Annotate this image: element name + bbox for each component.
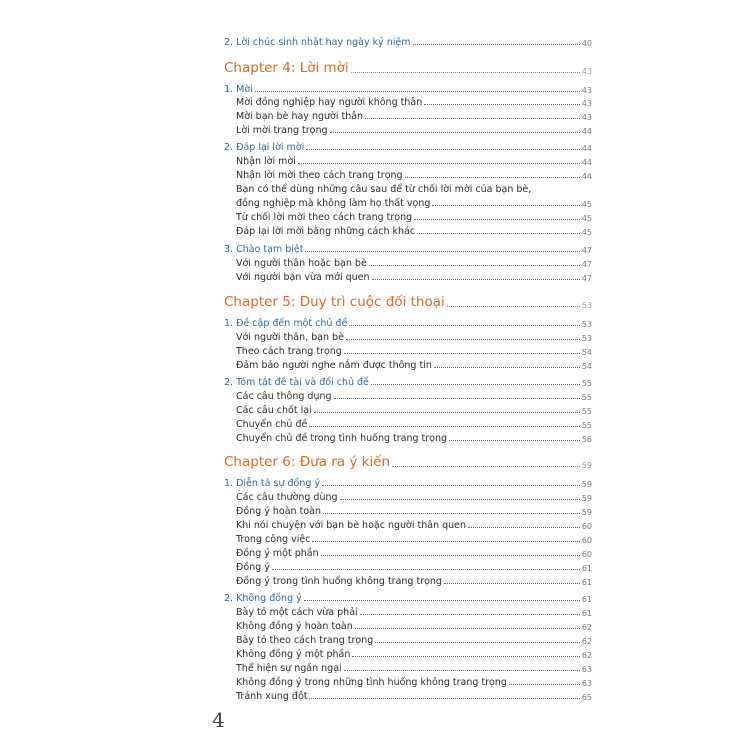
toc-item[interactable] <box>236 346 592 357</box>
entry-page: 61 <box>581 578 592 587</box>
toc-item[interactable] <box>236 562 592 573</box>
entry-label: Khi nói chuyện với bạn bè hoặc người thân quen <box>236 520 467 531</box>
dot-leader <box>371 384 580 385</box>
dot-leader <box>314 412 580 413</box>
toc-item[interactable] <box>236 520 592 531</box>
toc-item[interactable] <box>236 548 592 559</box>
entry-label: Nhận lời mời theo cách trang trọng <box>236 170 403 181</box>
toc-item[interactable] <box>236 677 592 688</box>
entry-page: 44 <box>581 144 592 153</box>
dot-leader <box>444 583 580 584</box>
entry-label: 1. Đề cập đến một chủ đề <box>224 318 348 329</box>
toc-item[interactable] <box>236 621 592 632</box>
entry-page: 59 <box>581 508 592 517</box>
entry-page: 40 <box>581 39 592 48</box>
entry-label: Không đồng ý hoàn toàn <box>236 621 353 632</box>
entry-page: 56 <box>581 435 592 444</box>
chapter-page: 43 <box>581 67 592 76</box>
entry-label: Theo cách trang trọng <box>236 346 342 357</box>
entry-label: Từ chối lời mời theo cách trang trọng <box>236 212 413 223</box>
dot-leader <box>434 367 580 368</box>
dot-leader <box>417 233 580 234</box>
dot-leader <box>344 353 580 354</box>
dot-leader <box>365 118 580 119</box>
toc-item[interactable] <box>236 433 592 444</box>
dot-leader <box>372 279 580 280</box>
chapter-title: Chapter 5: Duy trì cuộc đối thoại <box>224 294 445 310</box>
entry-label: Các câu thông dụng <box>236 391 332 402</box>
entry-label: Nhận lời mời <box>236 156 296 167</box>
dot-leader <box>355 628 580 629</box>
dot-leader <box>322 485 580 486</box>
dot-leader <box>413 44 580 45</box>
entry-label: Đồng ý trong tình huống không trang trọng <box>236 576 442 587</box>
entry-label: Đồng ý một phần <box>236 548 319 559</box>
dot-leader <box>352 656 579 657</box>
entry-page: 63 <box>581 679 592 688</box>
entry-page: 43 <box>581 86 592 95</box>
entry-page: 47 <box>581 274 592 283</box>
toc-item[interactable] <box>236 198 592 209</box>
toc-item[interactable] <box>236 125 592 136</box>
entry-page: 63 <box>581 665 592 674</box>
entry-label: Thể hiện sự ngần ngại <box>236 663 342 674</box>
entry-page: 62 <box>581 637 592 646</box>
entry-label: Không đồng ý trong những tình huống không trang trọng <box>236 677 507 688</box>
dot-leader <box>405 177 580 178</box>
entry-label: Với người bạn vừa mới quen <box>236 272 370 283</box>
toc-section-entry[interactable] <box>224 84 592 95</box>
toc-section-entry[interactable] <box>224 318 592 329</box>
entry-label: Đồng ý <box>236 562 270 573</box>
dot-leader <box>255 91 580 92</box>
dot-leader <box>424 104 580 105</box>
toc-item-first-line[interactable]: Bạn có thể dùng những câu sau để từ chối lời mời của bạn bè, <box>236 184 532 195</box>
dot-leader <box>468 527 580 528</box>
toc-section-entry[interactable] <box>224 244 592 255</box>
entry-page: 55 <box>581 379 592 388</box>
entry-page: 65 <box>581 693 592 702</box>
toc-section-entry[interactable] <box>224 142 592 153</box>
entry-label: Bày tỏ theo cách trang trọng <box>236 635 374 646</box>
entry-page: 55 <box>581 393 592 402</box>
chapter-heading[interactable] <box>224 294 592 310</box>
entry-page: 44 <box>581 158 592 167</box>
entry-page: 55 <box>581 407 592 416</box>
entry-page: 45 <box>581 228 592 237</box>
toc-item[interactable] <box>236 691 592 702</box>
dot-leader <box>349 325 580 326</box>
toc-item[interactable] <box>236 111 592 122</box>
dot-leader <box>334 398 580 399</box>
toc-item[interactable] <box>236 272 592 283</box>
dot-leader <box>321 555 580 556</box>
dot-leader <box>351 72 580 73</box>
entry-label: Đồng ý hoàn toàn <box>236 506 321 517</box>
toc-item[interactable] <box>236 534 592 545</box>
entry-page: 43 <box>581 99 592 108</box>
toc-item[interactable] <box>236 576 592 587</box>
entry-label: Các câu thường dùng <box>236 492 338 503</box>
entry-page: 61 <box>581 595 592 604</box>
toc-item[interactable] <box>236 226 592 237</box>
entry-page: 61 <box>581 564 592 573</box>
entry-label: Chuyển chủ đề <box>236 419 308 430</box>
dot-leader <box>330 132 580 133</box>
entry-page: 53 <box>581 320 592 329</box>
entry-label: Mời bạn bè hay người thân <box>236 111 364 122</box>
entry-page: 45 <box>581 200 592 209</box>
chapter-heading[interactable] <box>224 60 592 76</box>
entry-label: 3. Chào tạm biệt <box>224 244 304 255</box>
entry-page: 59 <box>581 494 592 503</box>
entry-page: 55 <box>581 421 592 430</box>
chapter-title: Chapter 6: Đưa ra ý kiến <box>224 454 391 470</box>
entry-label: Bày tỏ một cách vừa phải <box>236 607 358 618</box>
dot-leader <box>306 149 580 150</box>
toc-item[interactable] <box>236 663 592 674</box>
entry-page: 54 <box>581 362 592 371</box>
entry-page: 62 <box>581 623 592 632</box>
chapter-title: Chapter 4: Lời mời <box>224 60 349 76</box>
entry-page: 62 <box>581 651 592 660</box>
dot-leader <box>309 698 579 699</box>
dot-leader <box>447 306 580 307</box>
dot-leader <box>414 219 580 220</box>
dot-leader <box>360 614 580 615</box>
toc-item[interactable] <box>236 156 592 167</box>
dot-leader <box>304 600 580 601</box>
toc-item[interactable] <box>236 635 592 646</box>
entry-label: Với người thân, bạn bè <box>236 332 344 343</box>
chapter-heading[interactable] <box>224 454 592 470</box>
entry-label: 2. Tóm tắt đề tài và đổi chủ đề <box>224 377 369 388</box>
entry-label: Đáp lại lời mời bằng những cách khác <box>236 226 416 237</box>
dot-leader <box>375 642 580 643</box>
dot-leader <box>432 205 579 206</box>
toc-item[interactable] <box>236 97 592 108</box>
page-number: 4 <box>212 708 225 732</box>
entry-label: 1. Diễn tả sự đồng ý <box>224 478 321 489</box>
entry-label: Không đồng ý một phần <box>236 649 351 660</box>
entry-page: 60 <box>581 550 592 559</box>
entry-label: Tránh xung đột <box>236 691 308 702</box>
dot-leader <box>323 513 580 514</box>
dot-leader <box>509 684 580 685</box>
entry-page: 61 <box>581 609 592 618</box>
toc-section-entry[interactable] <box>224 37 592 48</box>
chapter-page: 59 <box>581 461 592 470</box>
dot-leader <box>272 569 580 570</box>
entry-label: Với người thân hoặc bạn bè <box>236 258 367 269</box>
dot-leader <box>312 541 579 542</box>
entry-page: 60 <box>581 536 592 545</box>
toc-item[interactable] <box>236 170 592 181</box>
entry-label: Đảm bảo người nghe nắm được thông tin <box>236 360 432 371</box>
entry-label: 2. Lời chúc sinh nhật hay ngày kỷ niệm <box>224 37 411 48</box>
entry-label: 1. Mời <box>224 84 253 95</box>
toc-item[interactable] <box>236 212 592 223</box>
entry-page: 54 <box>581 348 592 357</box>
toc-item[interactable] <box>236 258 592 269</box>
entry-page: 59 <box>581 480 592 489</box>
entry-page: 47 <box>581 246 592 255</box>
entry-page: 44 <box>581 127 592 136</box>
entry-label: Các câu chốt lại <box>236 405 312 416</box>
dot-leader <box>298 163 580 164</box>
entry-label: Mời đồng nghiệp hay người không thân <box>236 97 423 108</box>
toc-item[interactable] <box>236 492 592 503</box>
toc-item[interactable] <box>236 607 592 618</box>
toc-item[interactable] <box>236 391 592 402</box>
toc-item[interactable] <box>236 419 592 430</box>
entry-page: 47 <box>581 260 592 269</box>
dot-leader <box>449 440 580 441</box>
entry-page: 60 <box>581 522 592 531</box>
dot-leader <box>392 466 580 467</box>
dot-leader <box>309 426 579 427</box>
entry-label: 2. Không đồng ý <box>224 593 302 604</box>
chapter-page: 53 <box>581 301 592 310</box>
toc-item[interactable] <box>236 360 592 371</box>
entry-label: Lời mời trang trọng <box>236 125 328 136</box>
entry-page: 45 <box>581 214 592 223</box>
entry-page: 43 <box>581 113 592 122</box>
entry-page: 44 <box>581 172 592 181</box>
entry-label: đồng nghiệp mà không làm họ thất vọng <box>236 198 431 209</box>
entry-label: Chuyển chủ đề trong tình huống trang trọng <box>236 433 448 444</box>
toc-item[interactable] <box>236 506 592 517</box>
dot-leader <box>305 251 579 252</box>
dot-leader <box>346 339 580 340</box>
entry-label: 2. Đáp lại lời mời <box>224 142 305 153</box>
dot-leader <box>344 670 580 671</box>
entry-page: 53 <box>581 334 592 343</box>
dot-leader <box>340 499 580 500</box>
dot-leader <box>369 265 580 266</box>
toc-section-entry[interactable] <box>224 593 592 604</box>
toc-section-entry[interactable] <box>224 478 592 489</box>
toc-item[interactable] <box>236 649 592 660</box>
toc-item[interactable] <box>236 405 592 416</box>
entry-label: Trong công việc <box>236 534 311 545</box>
toc-section-entry[interactable] <box>224 377 592 388</box>
toc-item[interactable] <box>236 332 592 343</box>
